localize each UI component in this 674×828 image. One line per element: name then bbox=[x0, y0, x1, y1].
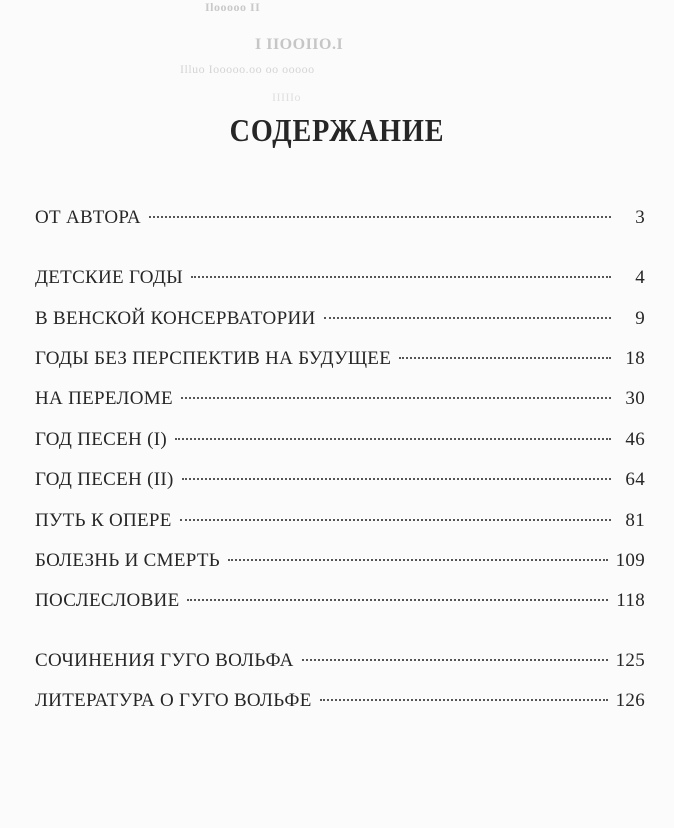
toc-entry bbox=[35, 550, 645, 576]
toc-entry-title: ГОДЫ БЕЗ ПЕРСПЕКТИВ НА БУДУЩЕЕ bbox=[35, 348, 392, 369]
toc-entry-title: ЛИТЕРАТУРА О ГУГО ВОЛЬФЕ bbox=[35, 690, 312, 711]
dot-leader bbox=[399, 357, 611, 359]
toc-entry bbox=[35, 267, 645, 293]
dot-leader bbox=[302, 659, 608, 661]
toc-entry-title: В ВЕНСКОЙ КОНСЕРВАТОРИИ bbox=[35, 308, 316, 329]
toc-entry-title: ДЕТСКИЕ ГОДЫ bbox=[35, 267, 184, 288]
toc-entry-title: ПОСЛЕСЛОВИЕ bbox=[35, 590, 180, 611]
toc-entry-title: ПУТЬ К ОПЕРЕ bbox=[35, 510, 172, 531]
toc-entry-page: 9 bbox=[635, 308, 645, 329]
bleed-through-text: Ilooooo II bbox=[205, 0, 261, 14]
toc-entry-title: НА ПЕРЕЛОМЕ bbox=[35, 388, 173, 409]
dot-leader bbox=[175, 438, 611, 440]
toc-entry-title: ГОД ПЕСЕН (I) bbox=[35, 429, 167, 450]
toc-entry-title: ОТ АВТОРА bbox=[35, 207, 141, 228]
toc-entry bbox=[35, 469, 645, 495]
bleed-through-text: Illuo Iooooo.oo oo ooooo bbox=[180, 62, 315, 76]
dot-leader bbox=[149, 216, 611, 218]
toc-entry-page: 4 bbox=[635, 267, 645, 288]
toc-entry-page: 30 bbox=[625, 388, 645, 409]
toc-entry bbox=[35, 388, 645, 414]
toc-entry-page: 46 bbox=[625, 429, 645, 450]
dot-leader bbox=[191, 276, 611, 278]
toc-entry-page: 126 bbox=[615, 690, 645, 711]
dot-leader bbox=[180, 519, 611, 521]
bleed-through-text: IIIIIo bbox=[272, 90, 301, 104]
toc-entry bbox=[35, 510, 645, 536]
dot-leader bbox=[324, 317, 612, 319]
toc-entry bbox=[35, 207, 645, 233]
toc-entry-page: 3 bbox=[635, 207, 645, 228]
toc-entry-page: 118 bbox=[616, 590, 645, 611]
toc-entry-title: СОЧИНЕНИЯ ГУГО ВОЛЬФА bbox=[35, 650, 294, 671]
dot-leader bbox=[228, 559, 608, 561]
toc-entry bbox=[35, 590, 645, 616]
page-title: СОДЕРЖАНИЕ bbox=[229, 112, 445, 148]
toc-entry bbox=[35, 429, 645, 455]
bleed-through-text: I IIOOIIO.I bbox=[255, 36, 344, 53]
toc-entry bbox=[35, 690, 645, 716]
dot-leader bbox=[320, 699, 608, 701]
toc-entry-page: 109 bbox=[615, 550, 645, 571]
toc-entry bbox=[35, 650, 645, 676]
toc-entry bbox=[35, 348, 645, 374]
toc-entry-page: 125 bbox=[615, 650, 645, 671]
toc-entry-page: 18 bbox=[625, 348, 645, 369]
toc-entry-title: ГОД ПЕСЕН (II) bbox=[35, 469, 174, 490]
dot-leader bbox=[187, 599, 608, 601]
toc-entry-title: БОЛЕЗНЬ И СМЕРТЬ bbox=[35, 550, 220, 571]
toc-entry bbox=[35, 308, 645, 334]
dot-leader bbox=[181, 397, 611, 399]
dot-leader bbox=[182, 478, 611, 480]
toc-entry-page: 64 bbox=[625, 469, 645, 490]
toc-entry-page: 81 bbox=[625, 510, 645, 531]
